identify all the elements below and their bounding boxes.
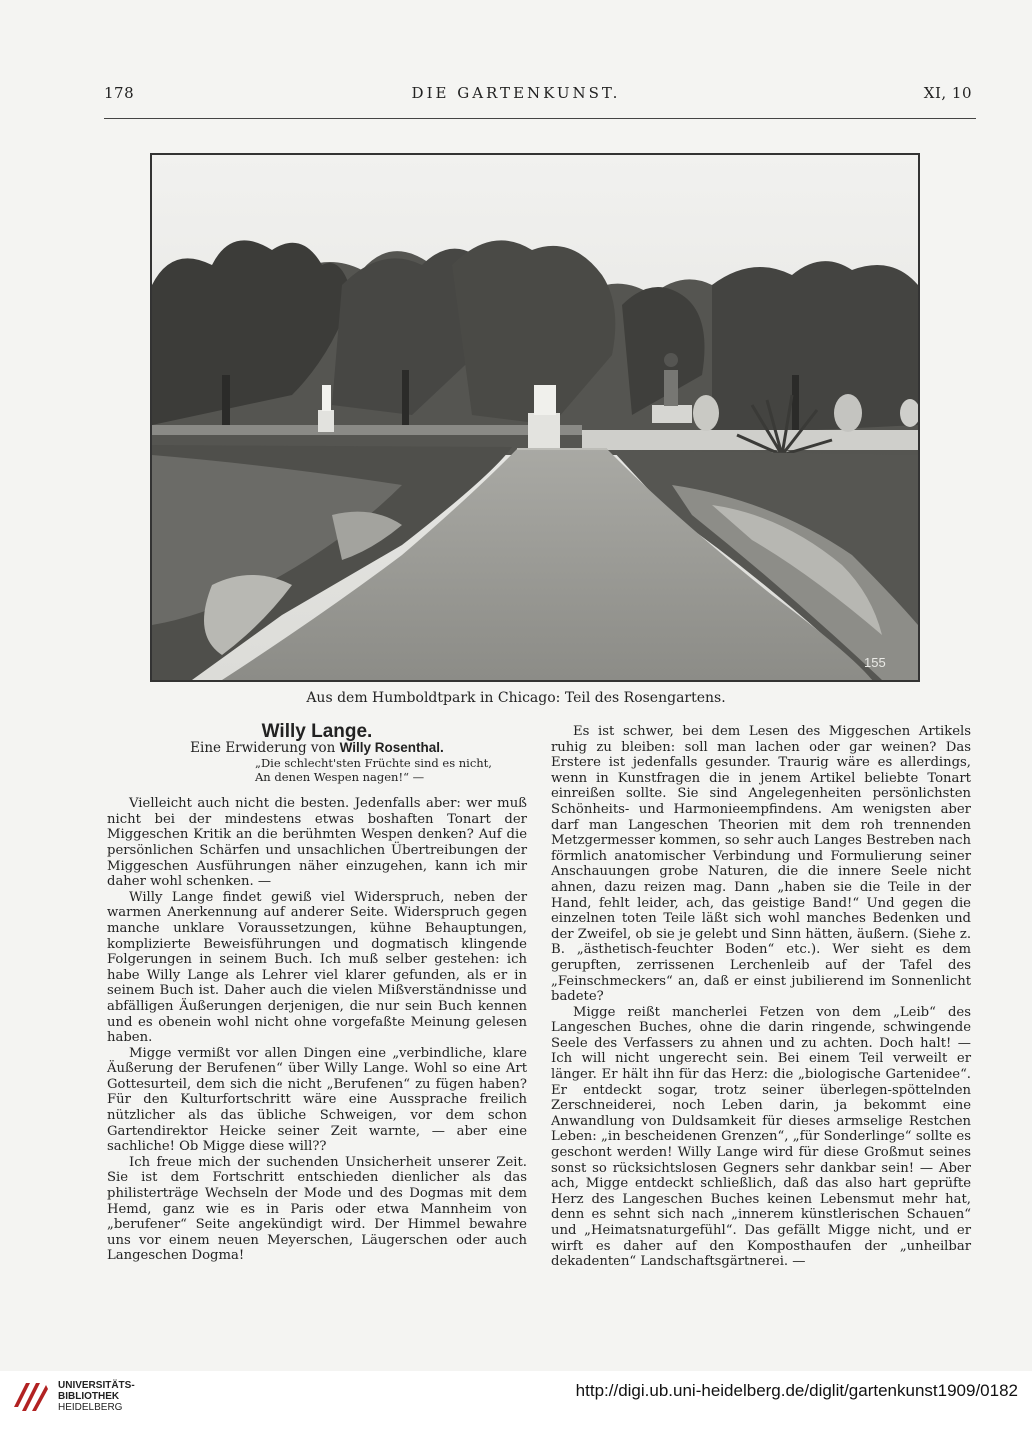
- paragraph: Migge vermißt vor allen Dingen eine „verbindliche, klare Äußerung der Berufenen“ über Willy Lange. Wohl so eine Art Gottesurteil, dem sich die nicht „Berufenen“ zu fügen haben? Für den Kulturfortschritt wäre eine Aussprache freilich nützlicher als das übliche Schweigen, vor dem schon Gartendirektor Heicke seiner Zeit warnte, — aber eine sachliche! Ob Migge diese will??: [107, 1045, 527, 1155]
- article-title: Willy Lange.: [261, 721, 373, 742]
- paragraph: Es ist schwer, bei dem Lesen des Miggeschen Artikels ruhig zu bleiben: soll man lachen oder gar weinen? Das Erstere ist jedenfalls gesunder. Traurig wäre es allerdings, wenn in Kunstfragen die in jenem Artikel beliebte Tonart einreißen sollte. Sie sind Angelegenheiten persönlichsten Schönheits- und Harmonieempfindens. Am wenigsten aber darf man Langeschen Theorien mit dem roh trennenden Metzgermesser kommen, so sehr auch Langes Bestreben nach förmlich anatomischer Verbindung und Formulierung seiner Anschauungen grobe Naturen, die die innere Seele nicht ahnen, dazu reizen mag. Dann „haben sie die Teile in der Hand, fehlt leider, ach, das geistige Band!“ Und gegen die einzelnen toten Teile läßt sich wohl manches Bedenken und der Zweifel, ob sie je gelebt und Sinn hätten, äußern. (Siehe z. B. „ästhetisch-feuchter Boden“ etc.). Wer sieht es dem gerupften, zerrissenen Lerchenleib auf der Tafel des „Feinschmeckers“ an, daß er einst jubilierend im Sonnenlicht badete?: [551, 724, 972, 1005]
- journal-title: DIE GARTENKUNST.: [411, 84, 621, 102]
- institution-line: UNIVERSITÄTS-: [58, 1380, 135, 1391]
- footer-bar: [0, 1371, 1032, 1439]
- author-name: Willy Rosenthal.: [339, 739, 444, 755]
- left-column: [107, 721, 527, 1264]
- epigraph-line: „Die schlecht'sten Früchte sind es nicht,: [255, 756, 492, 771]
- header-rule: [104, 118, 976, 119]
- paragraph: Vielleicht auch nicht die besten. Jedenfalls aber: wer muß nicht bei der mindestens etwas boshaften Tonart der Miggeschen Kritik an die berühmten Wespen denken? Auf die persönlichen Schärfen und unsachlichen Übertreibungen der Miggeschen Ausführungen näher einzugehen, kann ich mir daher wohl schenken. —: [107, 796, 527, 890]
- institution-line: BIBLIOTHEK: [58, 1391, 120, 1402]
- paragraph: Willy Lange findet gewiß viel Widerspruch, neben der warmen Anerkennung auf anderer Seite. Widerspruch gegen manche unklare Voraussetzungen, kühne Behauptungen, komplizierte Beweisführungen und dogmatisch klingende Folgerungen in seinem Buch. Ich muß selber gestehen: ich habe Willy Lange als Lehrer viel klarer gefunden, als er in seinem Buch ist. Daher auch die vielen Mißverständnisse und abfälligen Äußerungen derjenigen, die nur sein Buch kennen und es obenein wohl nicht ohne vorgefaßte Meinung gelesen haben.: [107, 889, 527, 1046]
- article-subtitle: [107, 740, 527, 757]
- epigraph-line: An denen Wespen nagen!“ —: [255, 770, 425, 785]
- issue-number: XI, 10: [923, 84, 972, 102]
- university-logo-icon: [12, 1377, 50, 1415]
- institution-name: [58, 1380, 135, 1413]
- photo-corner-mark: 155: [864, 655, 886, 670]
- subtitle-prefix: Eine Erwiderung von: [190, 739, 336, 756]
- institution-line: HEIDELBERG: [58, 1402, 123, 1413]
- paragraph: Migge reißt mancherlei Fetzen von dem „Leib“ des Langeschen Buches, ohne die darin ringende, schwingende Seele des Verfassers zu ahnen und zu achten. Doch halt! — Ich will nicht ungerecht sein. Bei einem Teil verweilt er länger. Er hält ihn für das Herz: die „biologische Gartenidee“. Er entdeckt sogar, trotz seiner überlegen-spöttelnden Zerschneiderei, noch Leben darin, ja bekommt eine Anwandlung von Duldsamkeit für dieses armselige Restchen Leben: „in bescheidenen Grenzen“, „für Sonderlinge“ sollte es geschont werden! Willy Lange wird für diese Großmut seines sonst so rücksichtslosen Gegners sehr dankbar sein! — Aber ach, Migge entdeckt schließlich, daß das also hart geprüfte Herz des Langeschen Buches keinen Lebensmut mehr hat, denn es sehnt sich nach „innerem künstlerischen Schauen“ und „Heimatsnaturgefühl“. Das gefällt Migge nicht, und er wirft es daher auf den Komposthaufen der „unheilbar dekadenten“ Landschaftsgärtnerei. —: [551, 1004, 971, 1270]
- paragraph: Ich freue mich der suchenden Unsicherheit unserer Zeit. Sie ist dem Fortschritt entschieden dienlicher als das philisterträge Wechseln der Mode und des Dogmas mit dem Hemd, ganz wie es in Paris oder etwa Mannheim von „berufener“ Seite angekündigt wird. Der Himmel bewahre uns vor einem neuen Meyerschen, Läugerschen oder auch Langeschen Dogma!: [107, 1154, 527, 1264]
- page-number: 178: [104, 84, 135, 102]
- park-photograph: [150, 153, 920, 682]
- running-head: [0, 84, 1032, 108]
- source-url-link[interactable]: http://digi.ub.uni-heidelberg.de/diglit/gartenkunst1909/0182: [575, 1381, 1018, 1400]
- figure-caption: Aus dem Humboldtpark in Chicago: Teil des Rosengartens.: [306, 690, 726, 706]
- epigraph: [255, 756, 527, 784]
- right-column: [551, 724, 971, 1270]
